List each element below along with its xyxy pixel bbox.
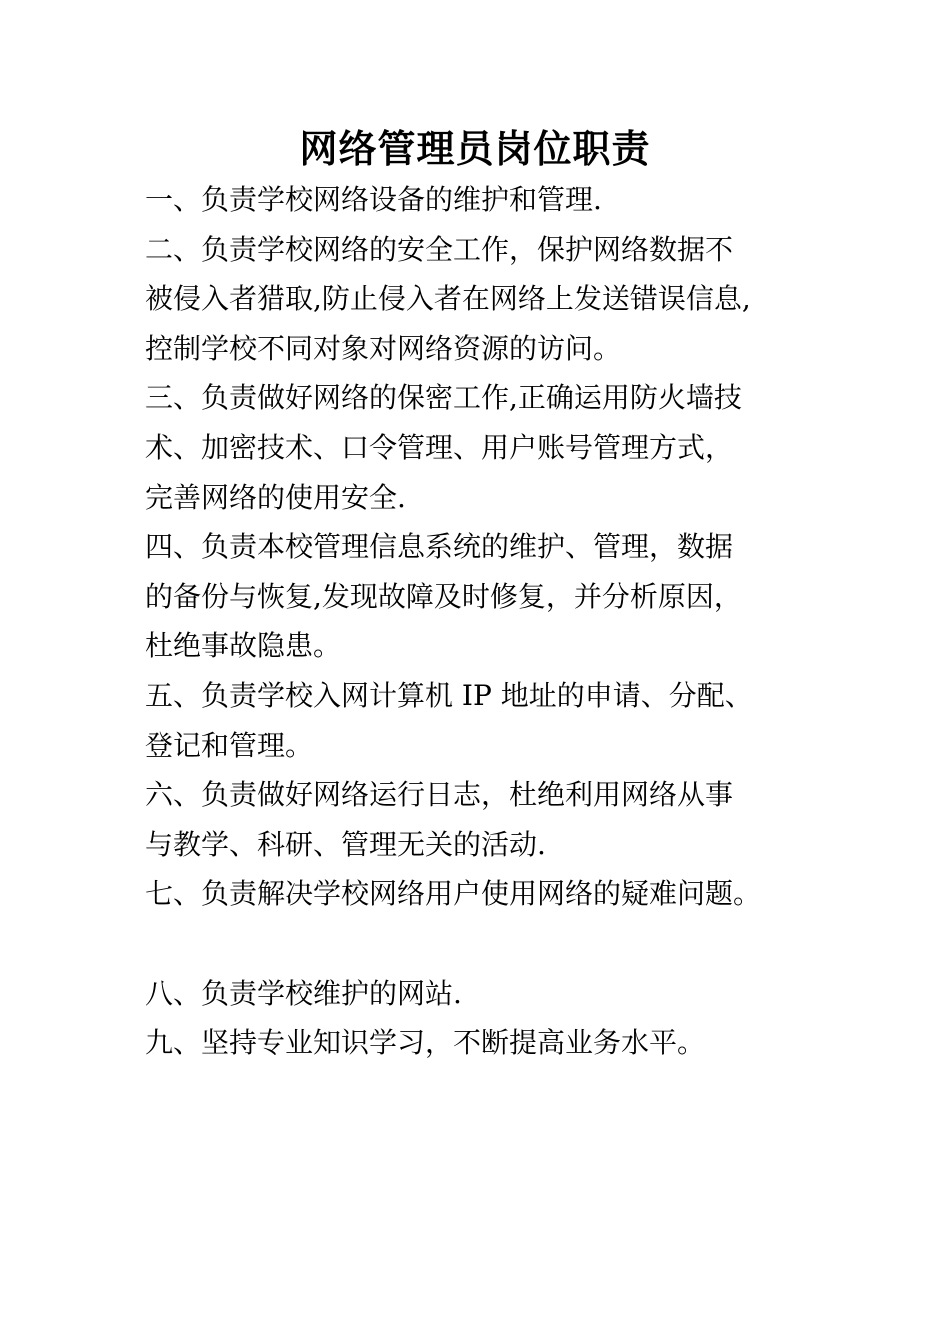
- duty-item-7: 七、负责解决学校网络用户使用网络的疑难问题。: [145, 877, 762, 911]
- duty-list: [145, 175, 845, 1068]
- duty-item-5: 五、负责学校入网计算机 IP 地址的申请、分配、 登记和管理。: [145, 678, 753, 762]
- duty-item-4: 四、负责本校管理信息系统的维护、管理，数据 的备份与恢复,发现故障及时修复，并分析原因， 杜绝事故隐患。: [145, 530, 742, 663]
- duty-item-8: 八、负责学校维护的网站.: [145, 976, 462, 1010]
- duty-item-2: 二、负责学校网络的安全工作，保护网络数据不 被侵入者猎取,防止侵入者在网络上发送错误信息, 控制学校不同对象对网络资源的访问。: [145, 232, 751, 365]
- duty-item-1: 一、负责学校网络设备的维护和管理.: [145, 183, 602, 216]
- duty-item-6: 六、负责做好网络运行日志，杜绝利用网络从事 与教学、科研、管理无关的活动.: [145, 778, 734, 861]
- document-title: 网络管理员岗位职责: [299, 126, 651, 171]
- duty-item-9: 九、坚持专业知识学习，不断提高业务水平。: [145, 1026, 706, 1060]
- duty-item-3: 三、负责做好网络的保密工作,正确运用防火墙技 术、加密技术、口令管理、用户账号管理方式， 完善网络的使用安全.: [145, 381, 742, 514]
